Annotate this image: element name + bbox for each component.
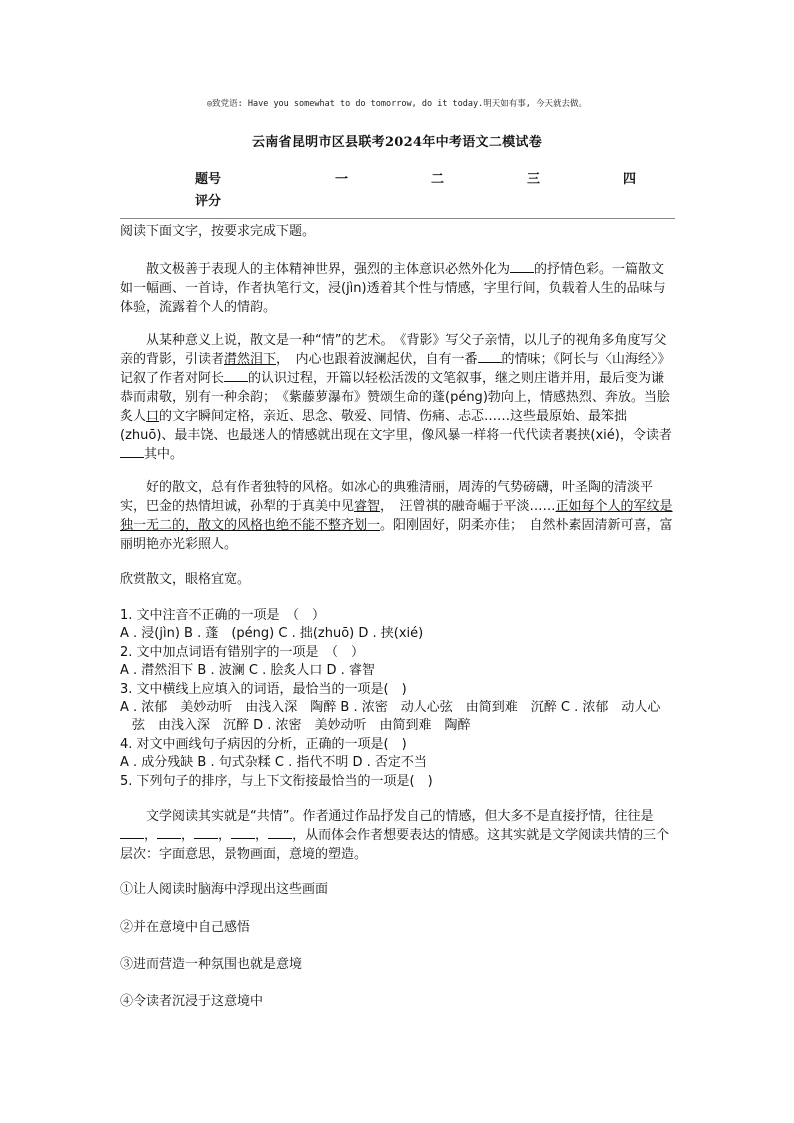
score-col-2: 二: [431, 171, 445, 187]
underlined-word-1: 潸然泪下: [224, 352, 277, 367]
score-row-number: [195, 166, 719, 188]
sentence-1: ①让人阅读时脑海中浮现出这些画面: [120, 882, 329, 897]
fill-blank-7[interactable]: [194, 826, 218, 839]
score-col-4: 四: [623, 171, 637, 187]
question-2-options: A . 潸然泪下 B . 波澜 C . 脍炙人口 D . 睿智: [120, 663, 375, 679]
score-col-1: 一: [335, 171, 349, 187]
score-col-3: 三: [527, 171, 541, 187]
fill-blank-3[interactable]: [224, 369, 248, 382]
page-title: 云南省昆明市区县联考2024年中考语文二模试卷: [251, 135, 543, 150]
question-1: 1. 文中注音不正确的一项是 （ ）: [120, 608, 326, 623]
paragraph-2: 从某种意义上说，散文是一种“情”的艺术。 《背影》写父子亲情，以儿子的视角多角度写父亲的背影，引读者潸然泪下， 内心也跟着波澜起伏，自有一番 的情味；《阿长与〈山海经〉》记叙了作者对阿长 的认识过程，开篇以轻松活泼的文笔叙事，继之则庄谐并用，最后变为谦恭而肃敬，别有一种余韵； 《紫藤萝瀑布》赞颂生命的蓬(péng)勃向上，情感热烈、奔放。当脍炙人口的文字瞬间定格，亲近、思念、敬爱、同情、伤痛、忐忑……这些最原始、最笨拙(zhuō)、最丰饶、也最迷人的情感就出现在文字里，像风暴一样将一代代读者裹挟(xié)，令读者其中。: [120, 333, 672, 462]
underlined-sentence: 正如每个人的军纹是独一无二的，散文的风格也绝不能不整齐划一: [120, 499, 673, 533]
score-header-label: 题号: [195, 171, 222, 187]
fill-blank-6[interactable]: [157, 826, 181, 839]
score-table: [195, 166, 719, 210]
sentence-2: ②并在意境中自己感悟: [120, 920, 251, 935]
fill-blank-1[interactable]: [510, 260, 534, 273]
divider: [120, 218, 675, 219]
question-4-options: A . 成分残缺 B . 句式杂糅 C . 指代不明 D . 否定不当: [120, 755, 427, 771]
question-2: 2. 文中加点词语有错别字的一项是 （ ）: [120, 644, 365, 660]
fill-blank-2[interactable]: [478, 350, 502, 363]
paragraph-5: 文学阅读其实就是“共情”。作者通过作品抒发自己的情感，但大多不是直接抒情，往往是， ， ， ， ，从而体会作者想要表达的情感。这其实就是文学阅读共情的三个层次：字面意思，景物画面，意境的塑造。: [120, 809, 670, 862]
score-row-grade: [195, 188, 719, 210]
fill-blank-5[interactable]: [120, 826, 144, 839]
question-1-options: A . 浸(jìn) B . 蓬 (péng) C . 拙(zhuō) D . 挟(xié): [120, 626, 424, 642]
question-4: 4. 对文中画线句子病因的分析，正确的一项是( ): [120, 736, 407, 752]
sentence-3: ③进而营造一种氛围也就是意境: [120, 957, 303, 972]
paragraph-3: 好的散文，总有作者独特的风格。如冰心的典雅清丽，周涛的气势磅礴，叶圣陶的清淡平实，巴金的热情坦诚，孙犁的于真美中见睿智， 汪曾祺的融奇崛于平淡……正如每个人的军纹是独一无二的，散文的风格也绝不能不整齐划一。阳刚固好，阴柔亦佳； 自然朴素固清新可喜，富丽明艳亦光彩照人。: [120, 480, 673, 552]
paragraph-1: 散文极善于表现人的主体精神世界，强烈的主体意识必然外化为 的抒情色彩。一篇散文如一幅画、一首诗，作者执笔行文，浸(jìn)透着其个性与情感，字里行间，负载着人生的品味与体验，流露着个人的情韵。: [120, 262, 666, 315]
fill-blank-8[interactable]: [231, 826, 255, 839]
instruction-text: 阅读下面文字，按要求完成下题。: [120, 224, 316, 239]
fill-blank-4[interactable]: [120, 445, 144, 458]
paragraph-4: 欣赏散文，眼格宜宽。: [120, 572, 251, 587]
score-grade-label: 评分: [195, 193, 222, 209]
fill-blank-9[interactable]: [268, 826, 292, 839]
motto-line: ◎致党语: Have you somewhat to do tomorrow, do it today.明天如有事, 今天就去做。: [207, 99, 587, 109]
question-5: 5. 下列句子的排序，与上下文衔接最恰当的一项是( ): [120, 773, 433, 789]
question-3-options: A . 浓郁 美妙动听 由浅入深 陶醉 B . 浓密 动人心弦 由简到难 沉醉 C . 浓郁 动人心弦 由浅入深 沉醉 D . 浓密 美妙动听 由简到难 陶醉: [120, 700, 661, 734]
question-3: 3. 文中横线上应填入的词语，最恰当的一项是( ): [120, 681, 407, 697]
underlined-word-2: 口: [146, 409, 160, 424]
sentence-4: ④令读者沉浸于这意境中: [120, 994, 264, 1009]
underlined-word-3: 睿智: [354, 499, 381, 514]
question-list: [120, 607, 673, 791]
